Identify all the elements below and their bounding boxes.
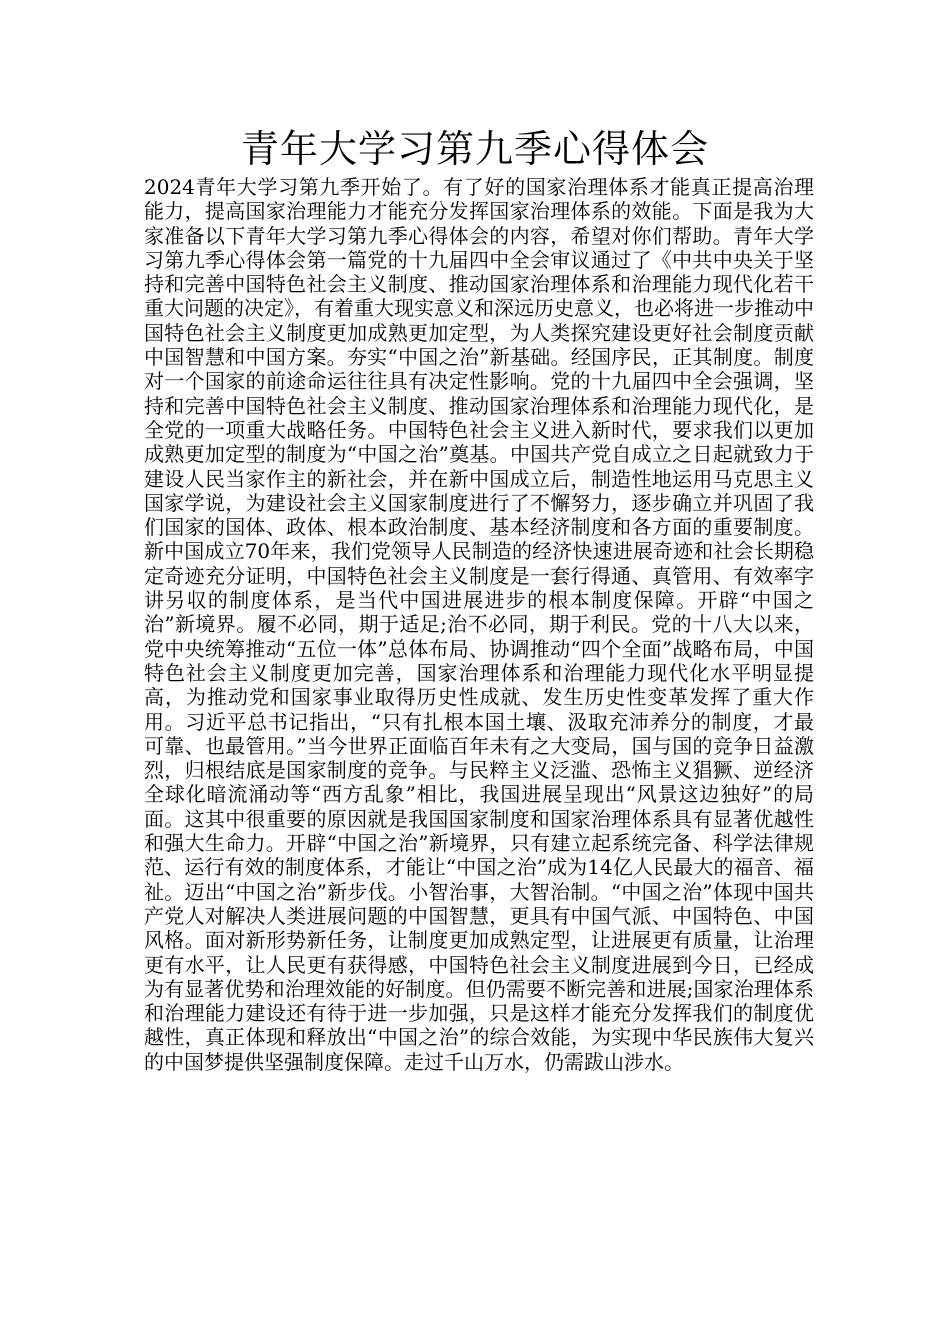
document-title: 青年大学习第九季心得体会	[240, 127, 709, 171]
document-body: 2024青年大学习第九季开始了。有了好的国家治理体系才能真正提高治理能力，提高国家治理能力才能充分发挥国家治理体系的效能。下面是我为大家准备以下青年大学习第九季心得体会的内容，希望对你们帮助。青年大学习第九季心得体会第一篇党的十九届四中全会审议通过了《中共中央关于坚持和完善中国特色社会主义制度、推动国家治理体系和治理能力现代化若干重大问题的决定》，有着重大现实意义和深远历史意义，也必将进一步推动中国特色社会主义制度更加成熟更加定型，为人类探究建设更好社会制度贡献中国智慧和中国方案。夯实“中国之治”新基础。经国序民，正其制度。制度对一个国家的前途命运往往具有决定性影响。党的十九届四中全会强调，坚持和完善中国特色社会主义制度、推动国家治理体系和治理能力现代化，是全党的一项重大战略任务。中国特色社会主义进入新时代，要求我们以更加成熟更加定型的制度为“中国之治”奠基。中国共产党自成立之日起就致力于建设人民当家作主的新社会，并在新中国成立后，制造性地运用马克思主义国家学说，为建设社会主义国家制度进行了不懈努力，逐步确立并巩固了我们国家的国体、政体、根本政治制度、基本经济制度和各方面的重要制度。新中国成立70年来，我们党领导人民制造的经济快速进展奇迹和社会长期稳定奇迹充分证明，中国特色社会主义制度是一套行得通、真管用、有效率字讲另収的制度体系，是当代中国进展进步的根本制度保障。开辟“中国之治”新境界。履不必同，期于适足;治不必同，期于利民。党的十八大以来，党中央统筹推动“五位一体”总体布局、协调推动“四个全面”战略布局，中国特色社会主义制度更加完善，国家治理体系和治理能力现代化水平明显提高，为推动党和国家事业取得历史性成就、发生历史性变革发挥了重大作用。习近平总书记指出，“只有扎根本国土壤、汲取充沛养分的制度，才最可靠、也最管用。”当今世界正面临百年未有之大变局，国与国的竞争日益激烈，归根结底是国家制度的竞争。与民粹主义泛滥、恐怖主义猖獗、逆经济全球化暗流涌动等“西方乱象”相比，我国进展呈现出“风景这边独好”的局面。这其中很重要的原因就是我国国家制度和国家治理体系具有显著优越性和强大生命力。开辟“中国之治”新境界，只有建立起系统完备、科学法律规范、运行有效的制度体系，才能让“中国之治”成为14亿人民最大的福音、福祉。迈出“中国之治”新步伐。小智治事，大智治制。“中国之治”体现中国共产党人对解决人类进展问题的中国智慧，更具有中国气派、中国特色、中国风格。面对新形势新任务，让制度更加成熟定型，让进展更有质量，让治理更有水平，让人民更有获得感，中国特色社会主义制度进展到今日，已经成为有显著优势和治理效能的好制度。但仍需要不断完善和进展;国家治理体系和治理能力建设还有待于进一步加强，只是这样才能充分发挥我们的制度优越性，真正体现和释放出“中国之治”的综合效能，为实现中华民族伟大复兴的中国梦提供坚强制度保障。走过千山万水，仍需跋山涉水。	[144, 175, 814, 1074]
